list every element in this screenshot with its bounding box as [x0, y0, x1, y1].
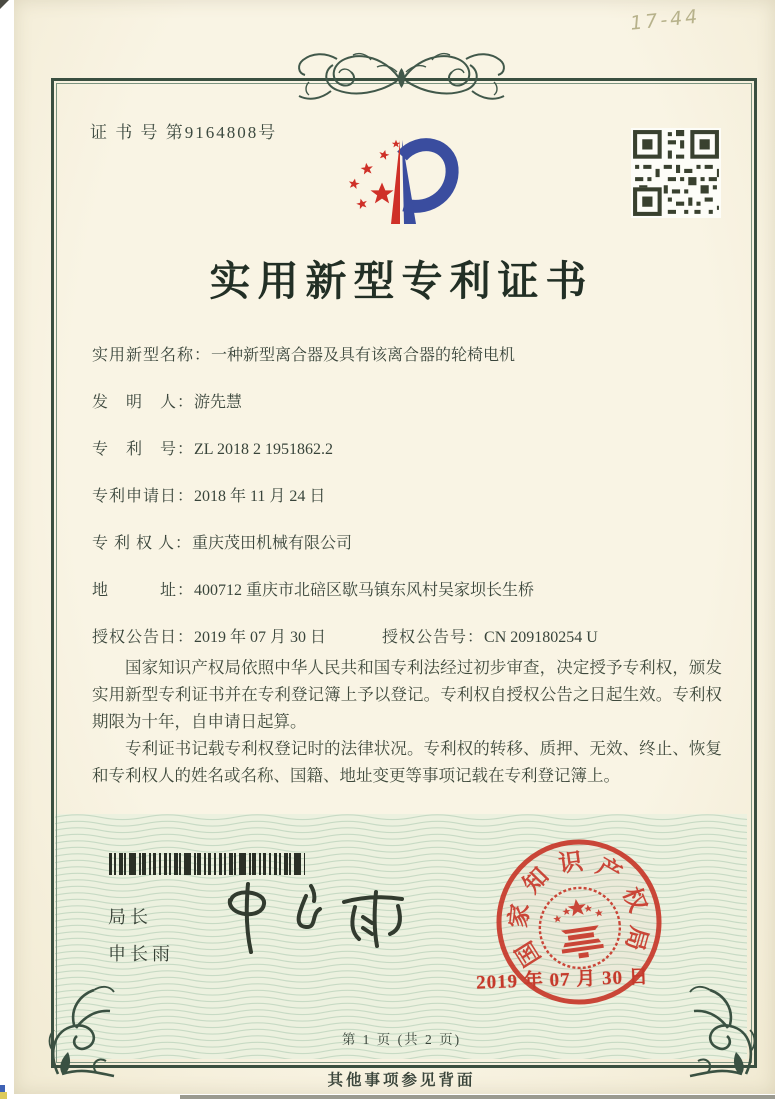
fields-section	[92, 342, 732, 671]
signer-title: 局长	[108, 907, 152, 927]
field-utility-model-name	[92, 342, 732, 367]
seal-char: 国	[511, 936, 547, 971]
legal-paragraph-2: 专利证书记载专利权登记时的法律状况。专利权的转移、质押、无效、终止、恢复和专利权人的姓名或名称、国籍、地址变更等事项记载在专利登记簿上。	[92, 739, 722, 785]
signer-name: 申长雨	[108, 944, 174, 964]
field-grant-row	[92, 624, 732, 649]
certificate-number: 证 书 号 第9164808号	[90, 123, 278, 142]
field-value: 2018 年 11 月 24 日	[194, 488, 326, 505]
field-value: 一种新型离合器及具有该离合器的轮椅电机	[211, 347, 516, 364]
field-patent-number	[92, 436, 732, 461]
field-patentee	[92, 530, 732, 555]
cnipa-logo-icon	[340, 134, 464, 238]
scan-artifact-corner	[0, 0, 9, 9]
qr-code-icon	[630, 128, 722, 218]
field-filing-date	[92, 483, 732, 508]
legal-paragraph-1: 国家知识产权局依照中华人民共和国专利法经过初步审查，决定授予专利权，颁发实用新型专利证书并在专利登记簿上予以登记。专利权自授权公告之日起生效。专利权期限为十年，自申请日起算。	[92, 658, 722, 731]
field-label: 专 利 权 人：	[92, 535, 193, 552]
back-side-note: 其他事项参见背面	[327, 1072, 476, 1089]
field-label: 实用新型名称：	[92, 347, 212, 364]
signature-handwriting-icon	[210, 872, 440, 968]
certificate-title: 实用新型专利证书	[209, 258, 594, 304]
field-label: 专 利 号：	[92, 441, 195, 458]
field-value: 2019 年 07 月 30 日	[194, 629, 327, 646]
legal-text	[92, 654, 722, 789]
paper-background	[14, 0, 775, 1094]
field-value: 重庆茂田机械有限公司	[192, 535, 353, 552]
field-label: 发 明 人：	[92, 394, 195, 411]
top-border-ornament-icon	[279, 46, 524, 110]
seal-char: 知	[518, 863, 555, 899]
field-value: 游先慧	[194, 394, 243, 411]
seal-char: 产	[591, 853, 626, 889]
seal-char: 家	[506, 902, 535, 930]
field-value: CN 209180254 U	[484, 629, 598, 646]
page-number: 第 1 页 (共 2 页)	[341, 1032, 462, 1047]
scan-artifact-sliver	[0, 1085, 5, 1092]
field-address	[92, 577, 732, 602]
handwritten-annotation: 17-44	[629, 5, 702, 35]
field-label: 授权公告号：	[382, 629, 485, 646]
field-value: ZL 2018 2 1951862.2	[194, 441, 333, 458]
field-label: 专利申请日：	[92, 488, 195, 505]
field-inventor	[92, 389, 732, 414]
scan-artifact-sliver	[0, 1092, 7, 1099]
seal-char: 识	[557, 849, 585, 879]
field-label: 授权公告日：	[92, 629, 195, 646]
seal-date: 2019 年 07 月 30 日	[475, 966, 650, 994]
seal-char: 局	[619, 923, 652, 954]
official-seal	[469, 825, 689, 1025]
scan-artifact-edge	[180, 1095, 775, 1099]
field-value: 400712 重庆市北碚区歇马镇东风村吴家坝长生桥	[194, 582, 535, 599]
seal-char: 权	[617, 883, 651, 916]
field-label: 地 址：	[92, 582, 195, 599]
